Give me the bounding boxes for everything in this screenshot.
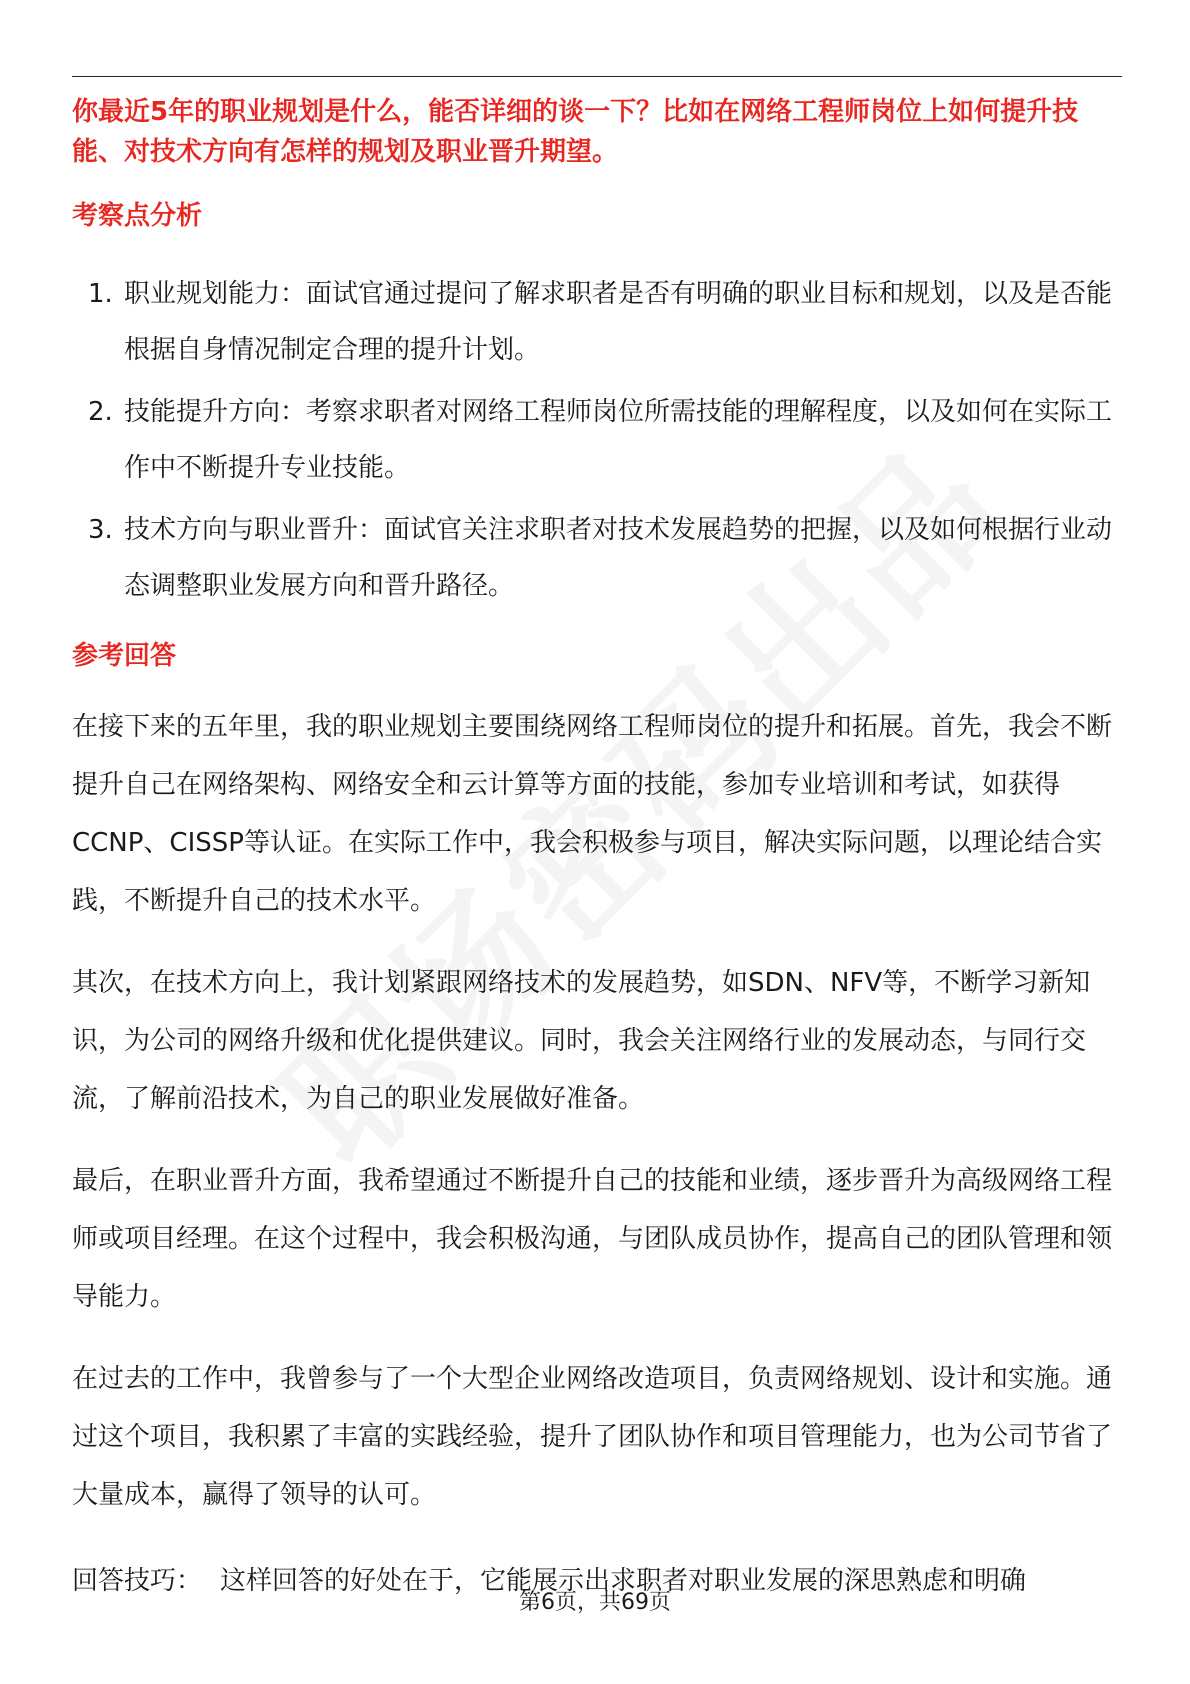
list-item-text: 技能提升方向：考察求职者对网络工程师岗位所需技能的理解程度，以及如何在实际工作中不断提升专业技能。	[124, 397, 1113, 483]
answer-paragraph: 最后，在职业晋升方面，我希望通过不断提升自己的技能和业绩，逐步晋升为高级网络工程师或项目经理。在这个过程中，我会积极沟通，与团队成员协作，提高自己的团队管理和领导能力。	[72, 1166, 1113, 1312]
answer-paragraph: 其次，在技术方向上，我计划紧跟网络技术的发展趋势，如SDN、NFV等，不断学习新知识，为公司的网络升级和优化提供建议。同时，我会关注网络行业的发展动态，与同行交流，了解前沿技术，为自己的职业发展做好准备。	[72, 968, 1091, 1114]
tips-label: 回答技巧：	[72, 1566, 203, 1596]
top-divider	[72, 76, 1122, 77]
list-item	[72, 502, 1122, 614]
list-item-number: 3.	[88, 515, 113, 545]
page-number: 第6页，共69页	[519, 1590, 671, 1615]
tips-text: 这样回答的好处在于，它能展示出求职者对职业发展的深思熟虑和明确	[220, 1566, 1027, 1596]
answer-paragraph: 在过去的工作中，我曾参与了一个大型企业网络改造项目，负责网络规划、设计和实施。通过这个项目，我积累了丰富的实践经验，提升了团队协作和项目管理能力，也为公司节省了大量成本，赢得了领导的认可。	[72, 1364, 1113, 1510]
analysis-heading: 考察点分析	[72, 201, 203, 231]
list-item	[72, 266, 1122, 378]
list-item-text: 技术方向与职业晋升：面试官关注求职者对技术发展趋势的把握，以及如何根据行业动态调整职业发展方向和晋升路径。	[124, 515, 1113, 601]
interview-question: 你最近5年的职业规划是什么，能否详细的谈一下？比如在网络工程师岗位上如何提升技能、对技术方向有怎样的规划及职业晋升期望。	[72, 97, 1079, 167]
list-item-number: 1.	[88, 279, 113, 309]
list-item-text: 职业规划能力：面试官通过提问了解求职者是否有明确的职业目标和规划，以及是否能根据自身情况制定合理的提升计划。	[124, 279, 1113, 365]
answer-heading: 参考回答	[72, 641, 177, 671]
list-item	[72, 384, 1122, 496]
analysis-list	[72, 266, 1122, 614]
answer-paragraph: 在接下来的五年里，我的职业规划主要围绕网络工程师岗位的提升和拓展。首先，我会不断提升自己在网络架构、网络安全和云计算等方面的技能，参加专业培训和考试，如获得CCNP、CISSP等认证。在实际工作中，我会积极参与项目，解决实际问题，以理论结合实践，不断提升自己的技术水平。	[72, 712, 1113, 916]
page-content	[72, 92, 1122, 1610]
list-item-number: 2.	[88, 397, 113, 427]
